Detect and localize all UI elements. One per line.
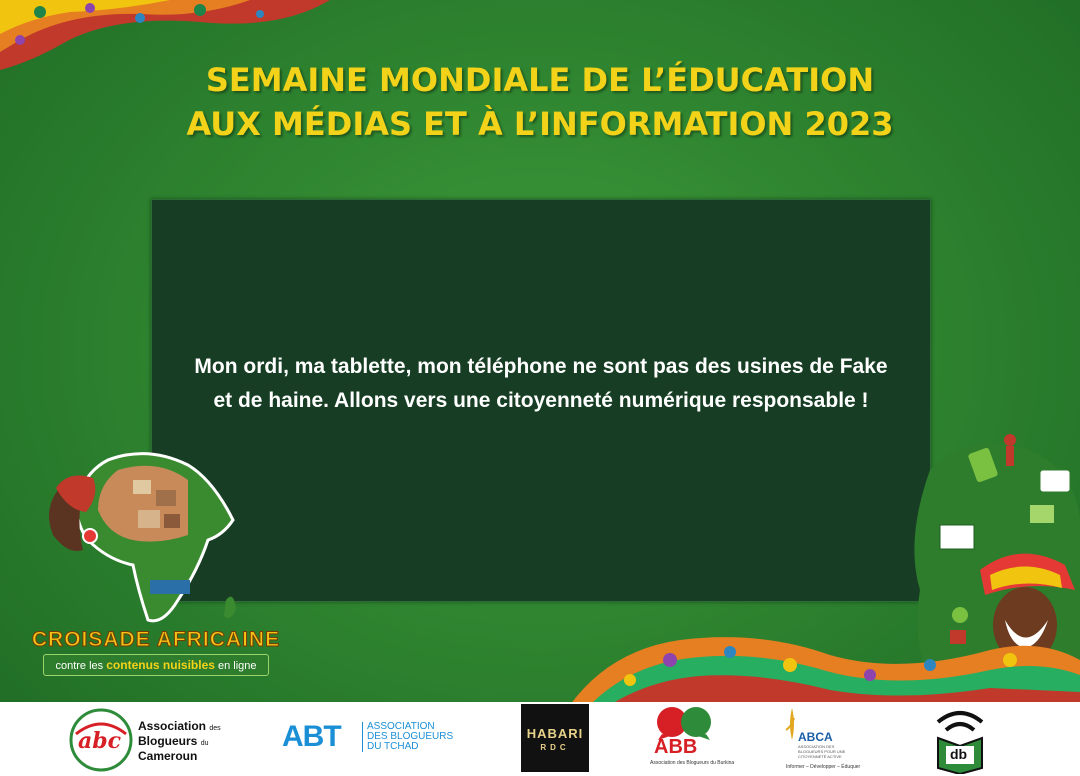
campaign-badge — [30, 628, 282, 676]
abc-line1: Association — [138, 719, 207, 733]
message-panel — [151, 199, 931, 602]
africa-map-illustration — [38, 440, 258, 630]
abb-mark: ABB — [654, 736, 698, 758]
campaign-subtitle — [43, 654, 269, 676]
campaign-sub-emph: contenus nuisibles — [106, 658, 215, 672]
message-text: Mon ordi, ma tablette, mon téléphone ne sont pas des usines de Fake et de haine. Allons vers une citoyenneté numérique responsable ! — [194, 355, 888, 412]
abc-line2: Blogueurs — [138, 734, 198, 748]
speech-bubbles-icon — [650, 704, 720, 740]
db-mark: db — [950, 746, 968, 762]
db-logo — [930, 702, 990, 776]
fabric-pattern-bottom — [570, 630, 1080, 705]
abc-mark: abc — [78, 728, 122, 754]
habari-line1: HABARI — [526, 726, 584, 741]
abc-logo — [68, 702, 238, 776]
page-title — [0, 58, 1080, 146]
abca-logo — [780, 702, 880, 776]
habari-line2: RDC — [540, 743, 570, 752]
campaign-sub-prefix: contre les — [55, 660, 104, 672]
abca-mark: ABCA — [798, 730, 833, 744]
habari-logo — [521, 702, 591, 776]
abt-name — [362, 722, 453, 752]
abc-line3: Cameroun — [138, 749, 198, 763]
campaign-sub-suffix: en ligne — [217, 660, 257, 672]
abt-line1: ASSOCIATION — [367, 721, 435, 732]
campaign-title: CROISADE AFRICAINE — [31, 628, 281, 651]
wifi-book-icon — [930, 702, 990, 774]
abca-tag: Informer – Développer – Éduquer — [786, 764, 861, 770]
title-line-1: SEMAINE MONDIALE DE L’ÉDUCATION — [205, 61, 875, 99]
abca-sub: ASSOCIATION DES BLOGUEURS POUR UNE CITOYENNETÉ ACTIVE — [798, 744, 846, 759]
abb-logo — [650, 702, 735, 776]
abc-name — [138, 720, 221, 762]
abc-line1-small: des — [209, 725, 221, 732]
partners-footer — [0, 702, 1080, 776]
title-line-2: AUX MÉDIAS ET À L’INFORMATION 2023 — [186, 105, 894, 143]
abt-line2: DES BLOGUEURS — [367, 731, 454, 742]
abc-line2-small: du — [200, 740, 209, 747]
habari-badge — [521, 704, 589, 772]
abt-line3: DU TCHAD — [367, 741, 419, 752]
abb-sub: Association des Blogueurs du Burkina — [650, 760, 735, 766]
abt-logo — [282, 702, 472, 776]
abt-mark: ABT — [282, 720, 341, 753]
